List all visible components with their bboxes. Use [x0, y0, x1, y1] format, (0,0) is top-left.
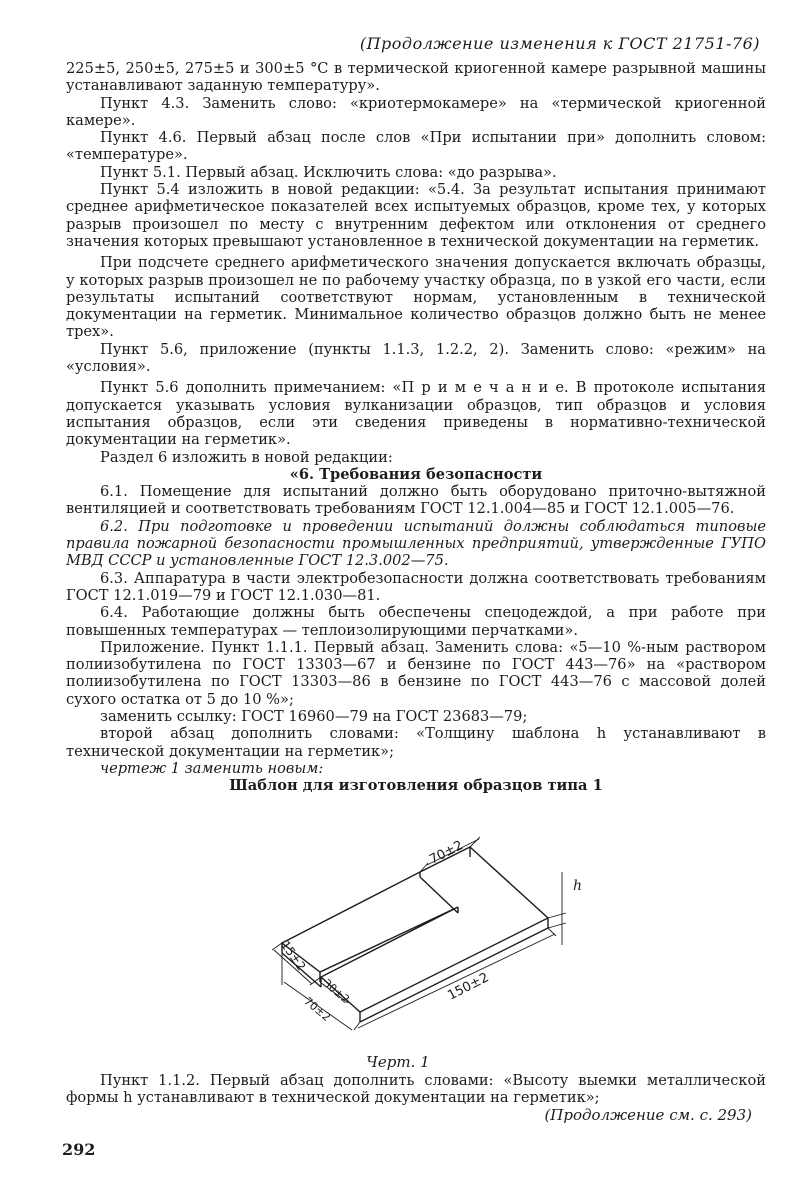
paragraph: 6.2. При подготовке и проведении испытаний должны соблюдаться типовые правила пожарной безопасности промышленных предприятий, утвержденные ГУПО МВД СССР и установленные ГОСТ 12.3.002—75.: [66, 517, 766, 570]
paragraph: Пункт 5.4 изложить в новой редакции: «5.4. За результат испытания принимают среднее арифметическое показателей всех испытуемых образцов, кроме тех, у которых разрыв произошел по месту с внутренним дефектом или отклонения от среднего значения которых превышают установленное в технической документации на герметик.: [66, 181, 766, 250]
paragraph: 6.1. Помещение для испытаний должно быть оборудовано приточно-вытяжной вентиляцией и соответствовать требованиям ГОСТ 12.1.004—85 и ГОСТ 12.1.005—76.: [66, 483, 766, 518]
paragraph: При подсчете среднего арифметического значения допускается включать образцы, у которых разрыв произошел не по рабочему участку образца, по в узкой его части, если результаты испытаний соответствуют нормам, установленным в технической документации на герметик. Минимальное количество образцов должно быть не менее трех».: [66, 254, 766, 341]
extension-line: [548, 923, 566, 928]
paragraph: второй абзац дополнить словами: «Толщину шаблона h устанавливают в технической документации на герметик»;: [66, 725, 766, 760]
dim-top-label: 70±2: [427, 838, 466, 868]
paragraph: 6.3. Аппаратура в части электробезопасности должна соответствовать требованиям ГОСТ 12.1.019—79 и ГОСТ 12.1.030—81.: [66, 569, 766, 604]
running-header: (Продолжение изменения к ГОСТ 21751-76): [359, 34, 760, 53]
paragraph: Пункт 4.3. Заменить слово: «криотермокамере» на «термической криогенной камере».: [66, 94, 766, 129]
figure-title: Шаблон для изготовления образцов типа 1: [229, 777, 603, 795]
extension-line: [470, 837, 480, 847]
continuation-note: (Продолжение см. с. 293): [544, 1106, 752, 1124]
closing-paragraph: [66, 1072, 766, 1107]
dim-left-label: 15±2: [278, 938, 309, 974]
extension-line: [548, 913, 566, 918]
paragraph: Пункт 4.6. Первый абзац после слов «При испытании при» дополнить словом: «температуре».: [66, 129, 766, 164]
paragraph: Приложение. Пункт 1.1.1. Первый абзац. Заменить слова: «5—10 %-ным раствором полиизобутилена по ГОСТ 13303—67 и бензине по ГОСТ 443—76» на «раствором полиизобутилена по ГОСТ 13303—86 в бензине по ГОСТ 443—76 с массовой долей сухого остатка от 5 до 10 %»;: [66, 638, 766, 708]
dim-length-label: 150±2: [445, 970, 492, 1004]
slot-edge: [420, 877, 458, 913]
dim-slot-label: 30±2: [320, 976, 353, 1007]
paragraph: 225±5, 250±5, 275±5 и 300±5 °С в термической криогенной камере разрывной машины устанавливают заданную температуру».: [66, 60, 766, 95]
paragraph: заменить ссылку: ГОСТ 16960—79 на ГОСТ 23683—79;: [100, 707, 528, 725]
extension-line: [354, 1022, 360, 1030]
paragraph: чертеж 1 заменить новым:: [100, 759, 324, 777]
dim-h-label: h: [573, 878, 583, 894]
dimension-line: [358, 934, 555, 1028]
figure-caption: Черт. 1: [366, 1053, 430, 1071]
paragraph: Пункт 5.6 дополнить примечанием: «П р и м е ч а н и е. В протоколе испытания допускается указывать условия вулканизации образцов, тип образцов и условия испытания образцов, если эти сведения приведены в нормативно-технической документации на герметик».: [66, 379, 766, 449]
section-title: «6. Требования безопасности: [289, 465, 543, 483]
extension-line: [548, 928, 556, 936]
page-number: 292: [62, 1140, 96, 1159]
paragraph: Раздел 6 изложить в новой редакции:: [100, 448, 393, 466]
paragraph: Пункт 1.1.2. Первый абзац дополнить словами: «Высоту выемки металлической формы h устанавливают в технической документации на герметик»;: [66, 1072, 766, 1107]
paragraph: Пункт 5.6, приложение (пункты 1.1.3, 1.2.2, 2). Заменить слово: «режим» на «условия».: [66, 340, 766, 376]
paragraph: 6.4. Работающие должны быть обеспечены спецодеждой, а при работе при повышенных температурах — теплоизолирующими перчатками».: [66, 604, 766, 639]
dim-width-label: 70±2: [301, 994, 334, 1025]
paragraph: Пункт 5.1. Первый абзац. Исключить слова: «до разрыва».: [100, 163, 557, 181]
